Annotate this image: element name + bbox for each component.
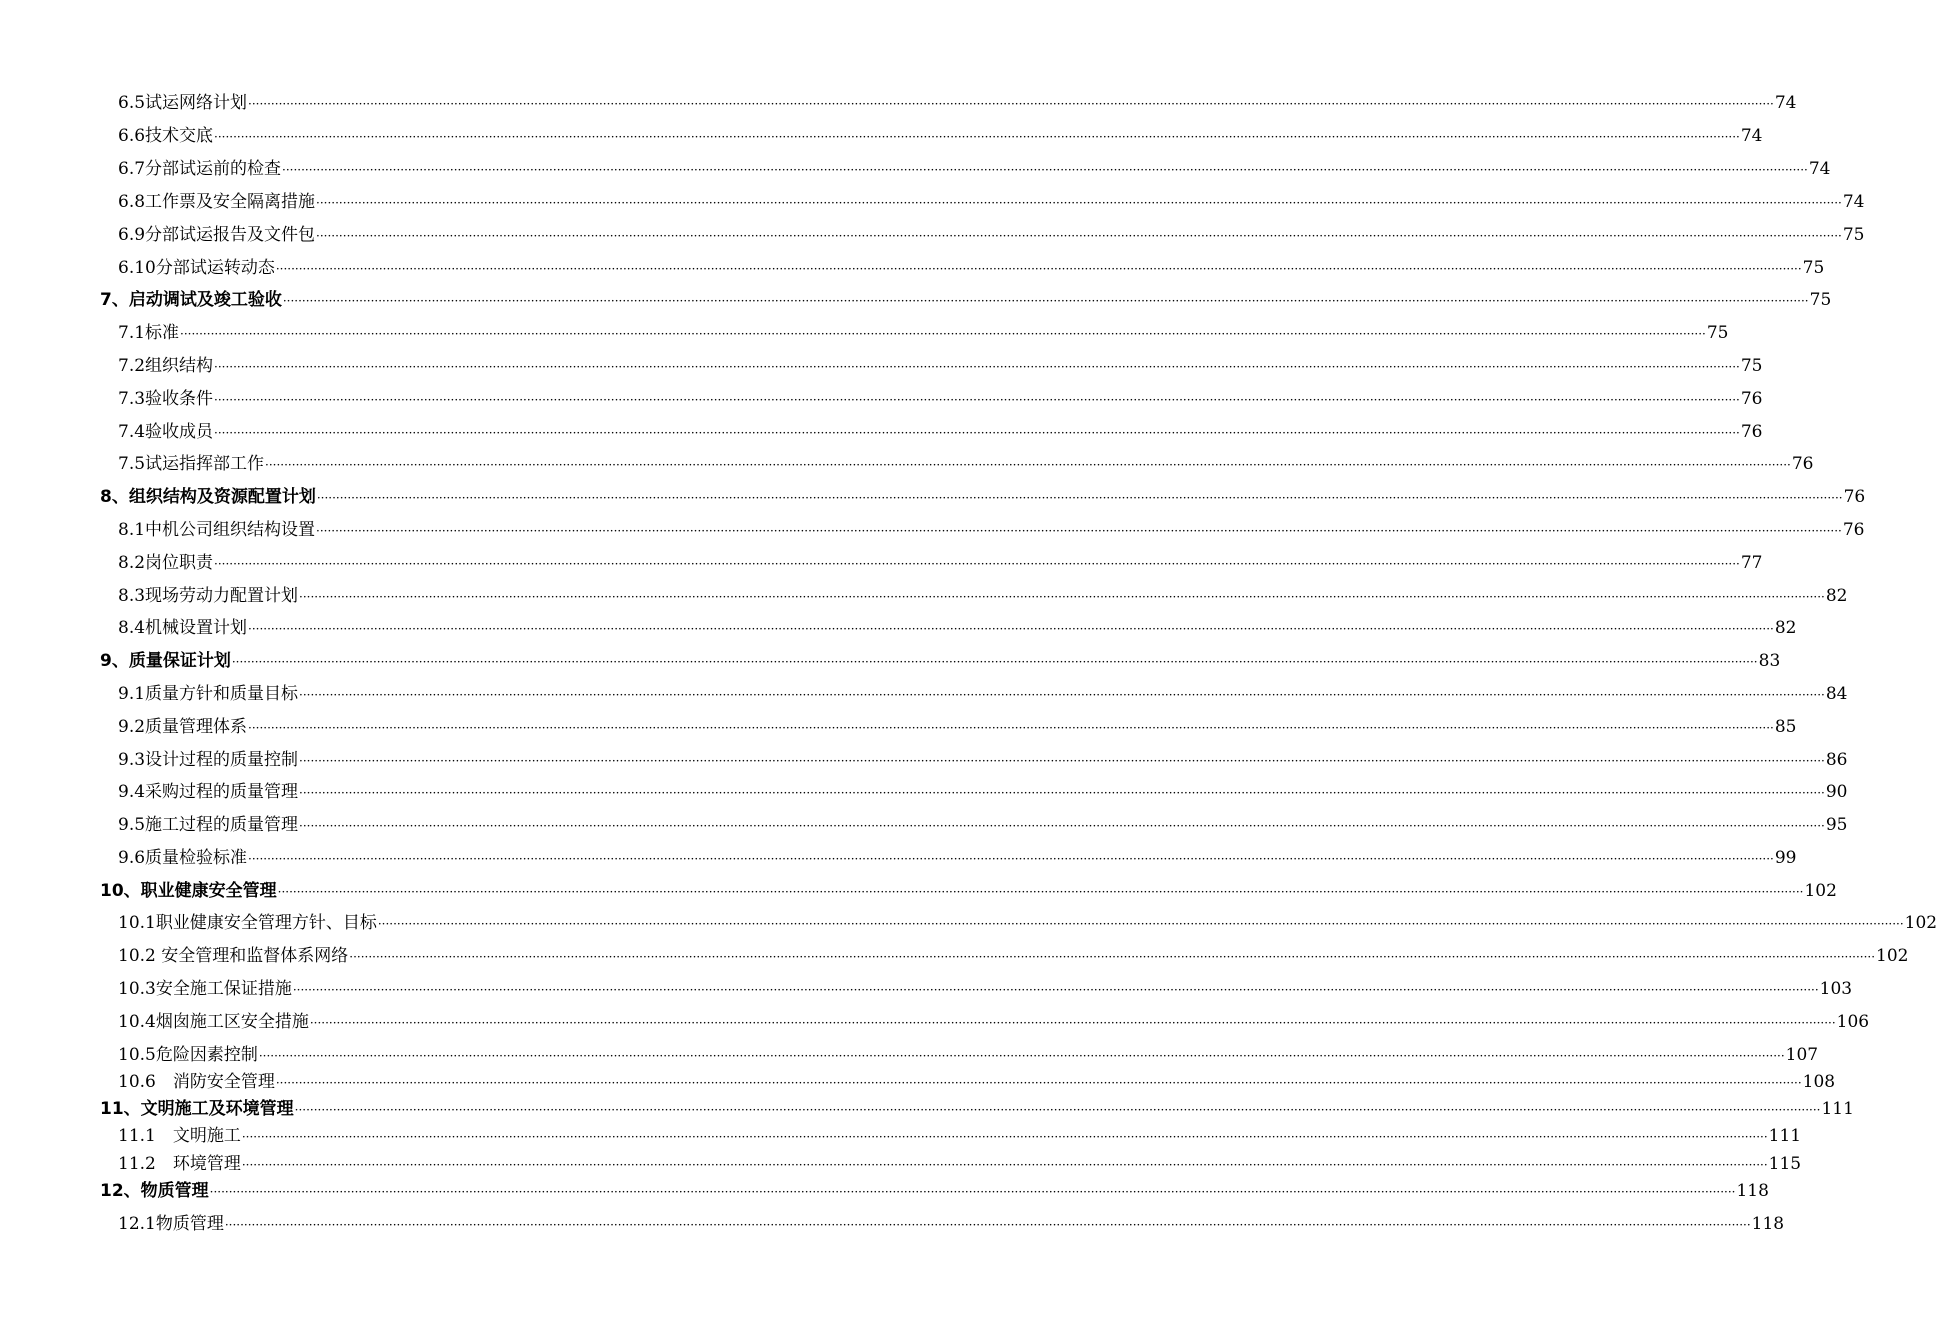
- toc-dot-leader: ················································································································································································································································································································································································································: [224, 1218, 1751, 1232]
- toc-entry-label: 6.9分部试运报告及文件包: [118, 225, 316, 245]
- toc-entry-label: 11、文明施工及环境管理: [100, 1099, 294, 1119]
- toc-entry-label: 7.3验收条件: [118, 389, 214, 409]
- toc-dot-leader: ················································································································································································································································································································································································································: [316, 196, 1842, 210]
- toc-dot-leader: ················································································································································································································································································································································································································: [282, 163, 1808, 177]
- toc-dot-leader: ················································································································································································································································································································································································································: [275, 262, 1802, 276]
- toc-dot-leader: ················································································································································································································································································································································································································: [294, 1103, 1821, 1117]
- toc-entry[interactable]: [118, 92, 1797, 114]
- toc-entry-label: 9.1质量方针和质量目标: [118, 684, 299, 704]
- toc-dot-leader: ················································································································································································································································································································································································································: [214, 426, 1740, 440]
- toc-entry[interactable]: [118, 847, 1797, 869]
- toc-entry[interactable]: [118, 617, 1797, 639]
- toc-page-number: 76: [1842, 520, 1865, 540]
- toc-entry-label: 10.3安全施工保证措施: [118, 979, 292, 999]
- toc-entry[interactable]: [118, 388, 1763, 410]
- toc-page-number: 82: [1774, 618, 1797, 638]
- toc-page-number: 108: [1802, 1072, 1836, 1092]
- toc-entry-label: 12、物质管理: [100, 1181, 209, 1201]
- toc-entry[interactable]: [118, 683, 1848, 705]
- toc-page-number: 75: [1706, 323, 1729, 343]
- toc-entry-label: 10、职业健康安全管理: [100, 881, 277, 901]
- toc-entry-label: 9.5施工过程的质量管理: [118, 815, 299, 835]
- toc-page-number: 111: [1768, 1126, 1802, 1146]
- toc-page-number: 107: [1785, 1045, 1819, 1065]
- toc-page-number: 118: [1736, 1181, 1769, 1201]
- toc-entry[interactable]: [100, 880, 1837, 902]
- toc-entry-label: 6.5试运网络计划: [118, 93, 248, 113]
- toc-entry-label: 12.1物质管理: [118, 1214, 224, 1234]
- toc-dot-leader: ················································································································································································································································································································································································································: [292, 983, 1819, 997]
- toc-entry[interactable]: [118, 355, 1763, 377]
- toc-entry-label: 7、启动调试及竣工验收: [100, 290, 282, 310]
- toc-page-number: 83: [1758, 651, 1781, 671]
- toc-entry[interactable]: [118, 1011, 1870, 1033]
- toc-entry-label: 11.2 环境管理: [118, 1154, 241, 1174]
- toc-page-number: 75: [1802, 258, 1825, 278]
- toc-page-number: 74: [1808, 159, 1831, 179]
- toc-entry[interactable]: [118, 1125, 1802, 1147]
- toc-entry[interactable]: [118, 716, 1797, 738]
- toc-dot-leader: ················································································································································································································································································································································································································: [241, 1130, 1768, 1144]
- toc-dot-leader: ················································································································································································································································································································································································································: [275, 1076, 1802, 1090]
- toc-dot-leader: ················································································································································································································································································································································································································: [248, 721, 1774, 735]
- toc-entry[interactable]: [118, 1213, 1785, 1235]
- toc-page-number: 118: [1751, 1214, 1785, 1234]
- toc-entry-label: 9、质量保证计划: [100, 651, 231, 671]
- toc-dot-leader: ················································································································································································································································································································································································································: [299, 754, 1825, 768]
- toc-entry[interactable]: [118, 749, 1848, 771]
- toc-entry[interactable]: [118, 1071, 1836, 1093]
- toc-entry-label: 7.5试运指挥部工作: [118, 454, 265, 474]
- toc-entry-label: 8、组织结构及资源配置计划: [100, 487, 316, 507]
- toc-page-number: 95: [1825, 815, 1848, 835]
- toc-entry-label: 9.6质量检验标准: [118, 848, 248, 868]
- toc-page-number: 85: [1774, 717, 1797, 737]
- toc-entry-label: 8.4机械设置计划: [118, 618, 248, 638]
- toc-entry-label: 9.2质量管理体系: [118, 717, 248, 737]
- toc-entry-label: 7.4验收成员: [118, 422, 214, 442]
- toc-entry[interactable]: [118, 585, 1848, 607]
- toc-entry-label: 10.5危险因素控制: [118, 1045, 258, 1065]
- toc-dot-leader: ················································································································································································································································································································································································································: [299, 786, 1825, 800]
- toc-dot-leader: ················································································································································································································································································································································································································: [282, 294, 1809, 308]
- toc-page-number: 102: [1876, 946, 1909, 966]
- toc-page-number: 99: [1774, 848, 1797, 868]
- toc-entry[interactable]: [100, 289, 1832, 311]
- toc-entry-label: 7.2组织结构: [118, 356, 214, 376]
- toc-page-number: 76: [1843, 487, 1866, 507]
- toc-page-number: 74: [1842, 192, 1865, 212]
- toc-entry-label: 8.2岗位职责: [118, 553, 214, 573]
- toc-entry[interactable]: [100, 1180, 1769, 1202]
- toc-dot-leader: ················································································································································································································································································································································································································: [214, 393, 1740, 407]
- toc-entry[interactable]: [118, 322, 1729, 344]
- toc-page-number: 76: [1740, 422, 1763, 442]
- toc-entry[interactable]: [100, 650, 1781, 672]
- toc-page-number: 74: [1774, 93, 1797, 113]
- toc-page-number: 84: [1825, 684, 1848, 704]
- toc-entry-label: 10.2 安全管理和监督体系网络: [118, 946, 349, 966]
- toc-dot-leader: ················································································································································································································································································································································································································: [209, 1185, 1736, 1199]
- toc-entry-label: 11.1 文明施工: [118, 1126, 241, 1146]
- toc-page-number: 75: [1809, 290, 1832, 310]
- toc-entry[interactable]: [100, 486, 1866, 508]
- toc-dot-leader: ················································································································································································································································································································································································································: [214, 130, 1740, 144]
- toc-dot-leader: ················································································································································································································································································································································································································: [277, 885, 1804, 899]
- toc-entry-label: 7.1标准: [118, 323, 180, 343]
- toc-entry[interactable]: [118, 945, 1909, 967]
- toc-page-number: 90: [1825, 782, 1848, 802]
- toc-dot-leader: ················································································································································································································································································································································································································: [231, 655, 1758, 669]
- toc-dot-leader: ················································································································································································································································································································································································································: [299, 819, 1825, 833]
- toc-entry[interactable]: [118, 781, 1848, 803]
- toc-dot-leader: ················································································································································································································································································································································································································: [309, 1016, 1836, 1030]
- toc-page-number: 75: [1740, 356, 1763, 376]
- toc-entry[interactable]: [118, 257, 1825, 279]
- toc-entry[interactable]: [118, 978, 1853, 1000]
- toc-dot-leader: ················································································································································································································································································································································································································: [377, 917, 1904, 931]
- toc-dot-leader: ················································································································································································································································································································································································································: [214, 557, 1740, 571]
- toc-dot-leader: ················································································································································································································································································································································································································: [349, 950, 1876, 964]
- toc-dot-leader: ················································································································································································································································································································································································································: [258, 1049, 1785, 1063]
- toc-dot-leader: ················································································································································································································································································································································································································: [316, 524, 1842, 538]
- toc-dot-leader: ················································································································································································································································································································································································································: [316, 229, 1842, 243]
- toc-dot-leader: ················································································································································································································································································································································································································: [248, 97, 1774, 111]
- toc-page-number: 74: [1740, 126, 1763, 146]
- toc-entry[interactable]: [118, 191, 1865, 213]
- toc-entry[interactable]: [118, 912, 1937, 934]
- toc-entry-label: 6.6技术交底: [118, 126, 214, 146]
- toc-entry[interactable]: [118, 453, 1814, 475]
- toc-page-number: 102: [1904, 913, 1937, 933]
- toc-dot-leader: ················································································································································································································································································································································································································: [248, 622, 1774, 636]
- toc-entry[interactable]: [118, 1153, 1802, 1175]
- toc-dot-leader: ················································································································································································································································································································································································································: [180, 327, 1706, 341]
- toc-entry-label: 10.6 消防安全管理: [118, 1072, 275, 1092]
- toc-dot-leader: ················································································································································································································································································································································································································: [299, 688, 1825, 702]
- toc-page-number: 102: [1804, 881, 1837, 901]
- toc-entry[interactable]: [118, 158, 1831, 180]
- toc-entry-label: 8.3现场劳动力配置计划: [118, 586, 299, 606]
- toc-dot-leader: ················································································································································································································································································································································································································: [214, 360, 1740, 374]
- toc-dot-leader: ················································································································································································································································································································································································································: [299, 590, 1825, 604]
- toc-page-number: 103: [1819, 979, 1853, 999]
- toc-page-number: 82: [1825, 586, 1848, 606]
- toc-page-number: 106: [1836, 1012, 1870, 1032]
- toc-entry[interactable]: [118, 814, 1848, 836]
- toc-page-number: 77: [1740, 553, 1763, 573]
- toc-page-number: 115: [1768, 1154, 1802, 1174]
- toc-entry-label: 6.8工作票及安全隔离措施: [118, 192, 316, 212]
- toc-entry-label: 6.7分部试运前的检查: [118, 159, 282, 179]
- toc-entry[interactable]: [118, 224, 1865, 246]
- toc-page-number: 111: [1821, 1099, 1854, 1119]
- toc-dot-leader: ················································································································································································································································································································································································································: [265, 458, 1791, 472]
- toc-entry-label: 10.1职业健康安全管理方针、目标: [118, 913, 377, 933]
- toc-page-number: 86: [1825, 750, 1848, 770]
- toc-dot-leader: ················································································································································································································································································································································································································: [316, 491, 1843, 505]
- toc-page-number: 76: [1740, 389, 1763, 409]
- toc-page-number: 75: [1842, 225, 1865, 245]
- toc-entry-label: 10.4烟囱施工区安全措施: [118, 1012, 309, 1032]
- toc-entry-label: 8.1中机公司组织结构设置: [118, 520, 316, 540]
- toc-entry[interactable]: [118, 552, 1763, 574]
- toc-entry-label: 6.10分部试运转动态: [118, 258, 275, 278]
- toc-dot-leader: ················································································································································································································································································································································································································: [241, 1158, 1768, 1172]
- toc-entry[interactable]: [118, 125, 1763, 147]
- toc-entry[interactable]: [118, 519, 1865, 541]
- toc-entry[interactable]: [118, 1044, 1819, 1066]
- toc-page-number: 76: [1791, 454, 1814, 474]
- toc-entry-label: 9.4采购过程的质量管理: [118, 782, 299, 802]
- toc-entry-label: 9.3设计过程的质量控制: [118, 750, 299, 770]
- toc-entry[interactable]: [100, 1098, 1854, 1120]
- toc-dot-leader: ················································································································································································································································································································································································································: [248, 852, 1774, 866]
- toc-entry[interactable]: [118, 421, 1763, 443]
